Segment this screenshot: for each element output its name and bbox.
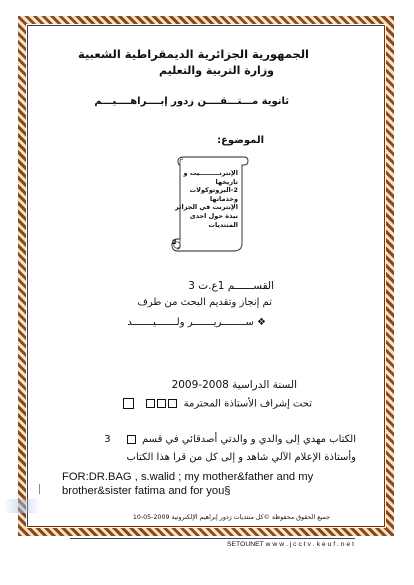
topic-scroll	[170, 155, 250, 255]
box-icon	[157, 399, 166, 408]
dedication-english: FOR:DR.BAG , s.walid ; my mother&father and my brother&sister fatima and for you§	[62, 471, 314, 497]
school-year: السنة الدراسية 2008-2009	[171, 379, 297, 391]
school-name: ثانوية مـــتـــقــــن زدور إبــــراهــــيـــم	[94, 96, 289, 107]
topic-line: الإنترنت في الجزائر	[175, 203, 238, 212]
box-icon	[168, 399, 177, 408]
ministry-title: وزارة التربية والتعليم	[159, 64, 274, 77]
box-icon	[146, 399, 155, 408]
scroll-corner-number: 2	[172, 238, 177, 246]
republic-title: الجمهورية الجزائرية الديمقراطية الشعبية	[77, 47, 309, 61]
supervision-text: تحت إشراف الأستاذة المحترمة	[183, 398, 312, 410]
topic-line: وخدماتها	[209, 194, 238, 203]
box-icon	[127, 435, 136, 444]
checkbox-icon	[123, 398, 134, 409]
dedication-number: 3	[104, 434, 111, 445]
student-name: ســــــــريـــــــر ولـــــــيـــــــد	[127, 317, 254, 328]
topic-line: 2-البروتوكولات	[189, 186, 238, 195]
dedication-line-2: وأستاذة الإعلام الآلي شاهد و إلى كل من قرا هذا الكتاب	[126, 452, 356, 463]
placeholder-boxes	[142, 399, 178, 410]
topic-label: الموضوع:	[217, 135, 264, 146]
prepared-by: تم إنجاز وتقديم البحث من طرف	[137, 297, 272, 308]
supervision-line	[123, 398, 312, 410]
topic-line: تاريخها	[215, 177, 238, 186]
topic-line: المنتديات	[208, 220, 238, 229]
footer-site: SETOUNET w w w . j c c t v . k e u f . n e t	[226, 541, 354, 548]
topic-line: نبذة حول احدى	[189, 211, 238, 220]
topic-line: الإنترنـــــــــيت و	[183, 169, 238, 177]
watermark-smudge	[4, 499, 40, 513]
margin-mark	[39, 484, 40, 494]
dedication-text: الكتاب مهدي إلى والدي و والدتي أصدقائي في قسم	[142, 434, 356, 445]
copyright-line: جميع الحقوق محفوظة ©كل منتديات زدور إبراهيم الإلكترونية 2009-05-10	[132, 514, 330, 521]
bullet-icon: ❖	[257, 317, 266, 328]
class-line: القســــــم 1ع.ت 3	[188, 280, 274, 292]
dedication-line-1	[104, 434, 356, 445]
student-line	[127, 317, 266, 328]
footer-divider	[70, 538, 355, 539]
topic-list	[175, 169, 238, 229]
